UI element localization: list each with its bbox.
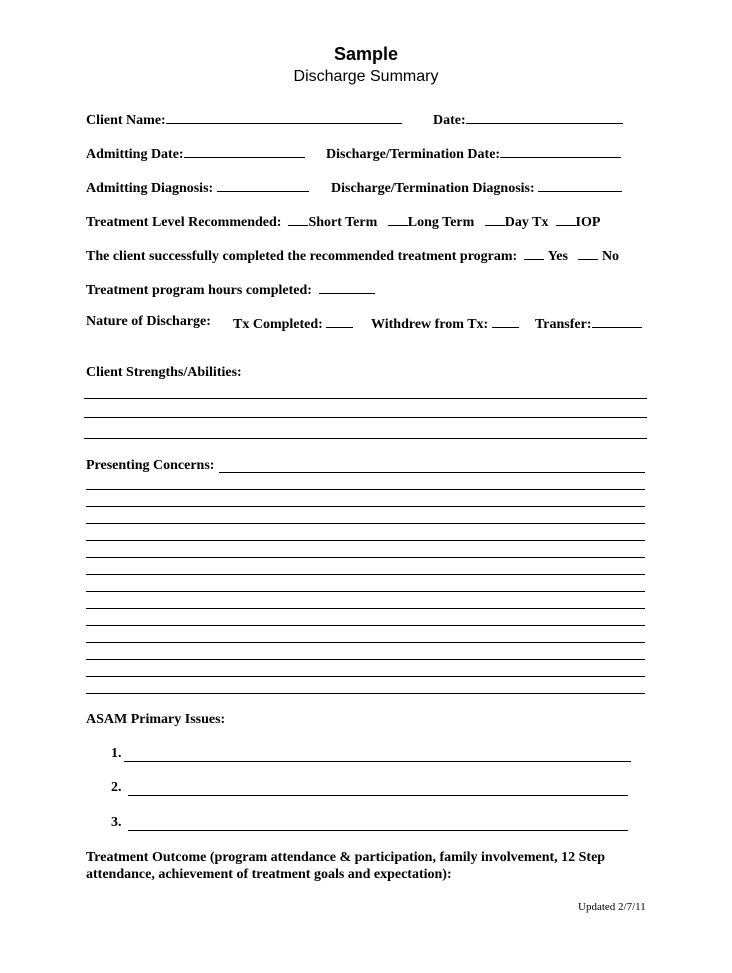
- date-label: Date:: [433, 113, 466, 128]
- short-term-label: Short Term: [308, 215, 378, 230]
- admitting-diagnosis-label: Admitting Diagnosis:: [86, 181, 214, 196]
- outcome-heading-line2: attendance, achievement of treatment goals and expectation):: [86, 867, 452, 882]
- no-label: No: [601, 249, 620, 264]
- asam-item-2-number: 2.: [111, 780, 122, 795]
- transfer-row: [535, 314, 642, 333]
- concerns-line[interactable]: [86, 693, 645, 694]
- short-term-checkbox[interactable]: [288, 212, 308, 226]
- concerns-line[interactable]: [86, 642, 645, 643]
- discharge-diagnosis-field[interactable]: [538, 178, 622, 192]
- program-hours-label: Treatment program hours completed:: [86, 283, 312, 298]
- client-name-label: Client Name:: [86, 113, 166, 128]
- treatment-level-label: Treatment Level Recommended:: [86, 215, 282, 230]
- nature-of-discharge-row: [86, 314, 211, 330]
- concerns-line[interactable]: [86, 557, 645, 558]
- concerns-line[interactable]: [86, 608, 645, 609]
- form-title: Sample: [333, 44, 399, 64]
- admitting-diagnosis-row: [86, 178, 309, 197]
- strengths-line[interactable]: [84, 438, 647, 439]
- updated-date: Updated 2/7/11: [578, 901, 646, 913]
- admitting-date-label: Admitting Date:: [86, 147, 184, 162]
- client-name-row: [86, 110, 402, 129]
- strengths-line[interactable]: [84, 398, 647, 399]
- outcome-heading-line1: Treatment Outcome (program attendance & participation, family involvement, 12 Step: [86, 850, 606, 865]
- tx-completed-checkbox[interactable]: [326, 314, 353, 328]
- long-term-label: Long Term: [407, 215, 475, 230]
- concerns-line[interactable]: [86, 489, 645, 490]
- concerns-line[interactable]: [219, 472, 645, 473]
- asam-item-1-number: 1.: [111, 746, 122, 761]
- concerns-line[interactable]: [86, 574, 645, 575]
- concerns-heading: Presenting Concerns:: [86, 458, 215, 473]
- withdrew-label: Withdrew from Tx:: [371, 317, 489, 332]
- withdrew-row: [371, 314, 519, 333]
- completed-program-row: [86, 246, 619, 265]
- tx-completed-label: Tx Completed:: [233, 317, 323, 332]
- transfer-label: Transfer:: [535, 317, 592, 332]
- day-tx-label: Day Tx: [504, 215, 549, 230]
- completed-program-label: The client successfully completed the recommended treatment program:: [86, 249, 518, 264]
- iop-label: IOP: [575, 215, 601, 230]
- asam-item-2-line[interactable]: [128, 795, 628, 796]
- withdrew-checkbox[interactable]: [492, 314, 519, 328]
- yes-checkbox[interactable]: [524, 246, 544, 260]
- concerns-line[interactable]: [86, 540, 645, 541]
- concerns-line[interactable]: [86, 591, 645, 592]
- tx-completed-row: [233, 314, 353, 333]
- iop-checkbox[interactable]: [556, 212, 576, 226]
- date-field[interactable]: [466, 110, 623, 124]
- admitting-date-row: [86, 144, 305, 163]
- concerns-line[interactable]: [86, 659, 645, 660]
- asam-item-3-line[interactable]: [128, 830, 628, 831]
- long-term-checkbox[interactable]: [388, 212, 408, 226]
- discharge-date-label: Discharge/Termination Date:: [326, 147, 501, 162]
- program-hours-row: [86, 280, 375, 299]
- yes-label: Yes: [547, 249, 568, 264]
- asam-heading: ASAM Primary Issues:: [86, 712, 226, 727]
- transfer-checkbox[interactable]: [592, 314, 642, 328]
- discharge-diagnosis-row: [331, 178, 622, 197]
- treatment-level-row: [86, 212, 600, 231]
- day-tx-checkbox[interactable]: [485, 212, 505, 226]
- admitting-date-field[interactable]: [184, 144, 305, 158]
- concerns-line[interactable]: [86, 676, 645, 677]
- concerns-line[interactable]: [86, 625, 645, 626]
- program-hours-field[interactable]: [319, 280, 375, 294]
- nature-of-discharge-label: Nature of Discharge:: [86, 314, 211, 329]
- discharge-date-row: [326, 144, 621, 163]
- admitting-diagnosis-field[interactable]: [217, 178, 309, 192]
- strengths-heading: Client Strengths/Abilities:: [86, 365, 242, 380]
- discharge-date-field[interactable]: [500, 144, 621, 158]
- discharge-diagnosis-label: Discharge/Termination Diagnosis:: [331, 181, 535, 196]
- date-row: [433, 110, 623, 129]
- asam-item-3-number: 3.: [111, 815, 122, 830]
- concerns-line[interactable]: [86, 506, 645, 507]
- concerns-line[interactable]: [86, 523, 645, 524]
- asam-item-1-line[interactable]: [124, 761, 631, 762]
- strengths-line[interactable]: [84, 417, 647, 418]
- form-subtitle: Discharge Summary: [293, 68, 439, 85]
- no-checkbox[interactable]: [578, 246, 598, 260]
- client-name-field[interactable]: [166, 110, 402, 124]
